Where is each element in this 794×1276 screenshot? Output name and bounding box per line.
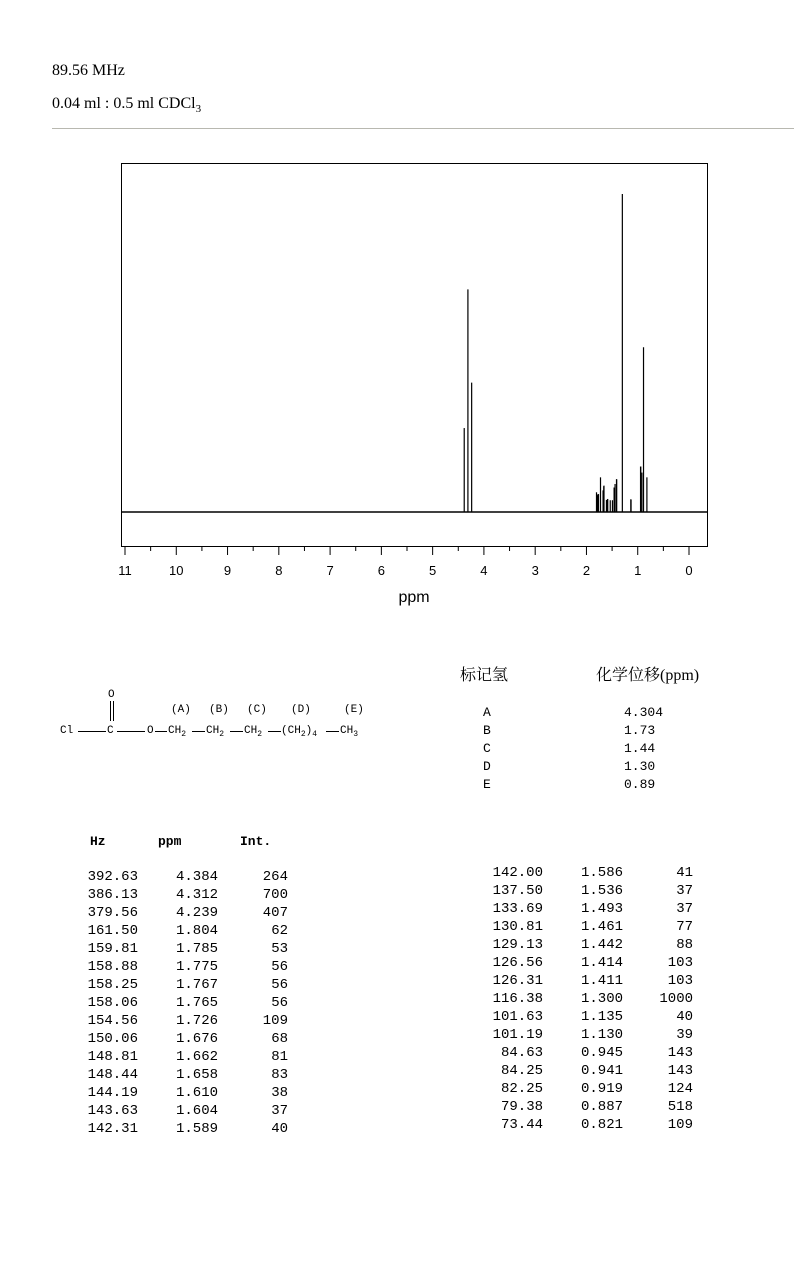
peak-ppm: 0.919 xyxy=(580,1081,623,1097)
peak-hz: 142.31 xyxy=(87,1121,138,1137)
bond-o-ch2 xyxy=(155,731,167,732)
peak-int: 68 xyxy=(271,1031,288,1047)
peak-hz: 143.63 xyxy=(87,1103,138,1119)
ch3-e xyxy=(340,725,358,739)
label-d: (D) xyxy=(291,704,311,716)
assignment-shift: 4.304 xyxy=(624,705,664,720)
peak-int: 143 xyxy=(667,1045,693,1061)
ch3-e-ch: CH xyxy=(340,725,354,737)
ch2-c xyxy=(244,725,262,739)
peak-int: 53 xyxy=(271,941,288,957)
peak-hz: 84.63 xyxy=(500,1045,543,1061)
x-axis-tick-labels xyxy=(118,563,692,578)
peak-int: 37 xyxy=(271,1103,288,1119)
assignment-label: D xyxy=(483,759,491,774)
peak-int: 37 xyxy=(676,883,693,899)
peak-ppm: 1.130 xyxy=(580,1027,623,1043)
peak-ppm: 1.804 xyxy=(175,923,218,939)
peak-ppm: 1.135 xyxy=(580,1009,623,1025)
peak-ppm: 1.676 xyxy=(175,1031,218,1047)
ch2-d-close: ) xyxy=(305,725,313,737)
peak-hz: 126.31 xyxy=(492,973,543,989)
bond-d-e xyxy=(326,731,339,732)
nmr-spectrum-chart xyxy=(0,0,794,620)
peak-hz: 142.00 xyxy=(492,865,543,881)
x-tick-label: 2 xyxy=(582,563,591,578)
peak-int: 81 xyxy=(271,1049,288,1065)
x-tick-label: 9 xyxy=(223,563,232,578)
peak-hz: 159.81 xyxy=(87,941,138,957)
peak-ppm: 4.384 xyxy=(175,869,218,885)
peak-ppm: 1.610 xyxy=(175,1085,218,1101)
x-tick-label: 1 xyxy=(634,563,642,578)
peak-hz: 101.63 xyxy=(492,1009,543,1025)
peak-ppm: 1.586 xyxy=(580,865,623,881)
assignment-label: A xyxy=(483,705,491,720)
x-tick-label: 0 xyxy=(685,563,693,578)
peak-int: 264 xyxy=(262,869,288,885)
bond-c-d xyxy=(268,731,281,732)
peak-int: 56 xyxy=(271,959,288,975)
assignment-shift: 1.44 xyxy=(624,741,656,756)
peak-ppm: 1.662 xyxy=(175,1049,218,1065)
peak-int: 103 xyxy=(667,955,693,971)
assignment-shift: 0.89 xyxy=(624,777,656,792)
peak-int: 83 xyxy=(271,1067,288,1083)
ch2-d-count: 4 xyxy=(312,730,318,740)
peak-hz: 129.13 xyxy=(492,937,543,953)
peak-ppm: 1.414 xyxy=(580,955,623,971)
peak-ppm: 1.604 xyxy=(175,1103,218,1119)
peak-hz: 133.69 xyxy=(492,901,543,917)
peak-int: 1000 xyxy=(659,991,693,1007)
peak-ppm: 1.726 xyxy=(175,1013,218,1029)
peak-hz: 84.25 xyxy=(500,1063,543,1079)
peak-int: 62 xyxy=(271,923,288,939)
x-tick-label: 3 xyxy=(531,563,539,578)
peak-ppm: 1.785 xyxy=(175,941,218,957)
peak-ppm: 1.461 xyxy=(580,919,623,935)
bond-c-o xyxy=(117,731,145,732)
assignment-header-shift: 化学位移(ppm) xyxy=(596,667,700,684)
peak-hz: 79.38 xyxy=(500,1099,543,1115)
peak-int: 88 xyxy=(676,937,693,953)
peak-int: 37 xyxy=(676,901,693,917)
ch2-d-ch: (CH xyxy=(281,725,301,737)
label-e: (E) xyxy=(344,704,364,716)
ch2-c-ch: CH xyxy=(244,725,258,737)
peak-int: 407 xyxy=(262,905,288,921)
peak-hz: 150.06 xyxy=(87,1031,138,1047)
peak-ppm: 0.945 xyxy=(580,1045,623,1061)
sample-text: 0.04 ml : 0.5 ml CDCl xyxy=(52,95,196,112)
peak-ppm: 1.300 xyxy=(580,991,623,1007)
x-tick-label: 4 xyxy=(480,563,488,578)
peak-hz: 116.38 xyxy=(492,991,543,1007)
peak-ppm: 0.821 xyxy=(580,1117,623,1133)
peak-int: 40 xyxy=(676,1009,693,1025)
peak-hz: 148.44 xyxy=(87,1067,138,1083)
x-axis-ticks xyxy=(125,547,689,555)
peak-ppm: 1.767 xyxy=(175,977,218,993)
peak-int: 41 xyxy=(676,865,693,881)
x-tick-label: 5 xyxy=(429,563,437,578)
peak-int: 109 xyxy=(262,1013,288,1029)
peak-int: 56 xyxy=(271,995,288,1011)
ch2-b xyxy=(206,725,224,739)
peak-ppm: 1.411 xyxy=(580,973,623,989)
peak-ppm: 1.765 xyxy=(175,995,218,1011)
peak-int: 109 xyxy=(667,1117,693,1133)
bond-b-c xyxy=(230,731,243,732)
ch3-e-sub: 3 xyxy=(353,730,359,740)
peak-ppm: 1.442 xyxy=(580,937,623,953)
peak-hz: 158.88 xyxy=(87,959,138,975)
peak-int: 77 xyxy=(676,919,693,935)
ch2-a-sub: 2 xyxy=(181,730,187,740)
peak-int: 700 xyxy=(262,887,288,903)
double-bond-line-1 xyxy=(110,701,112,721)
peak-hz: 154.56 xyxy=(87,1013,138,1029)
ch2-a xyxy=(168,725,186,739)
bond-cl-c xyxy=(78,731,106,732)
label-a: (A) xyxy=(171,704,191,716)
peak-ppm: 0.941 xyxy=(580,1063,623,1079)
peak-int: 124 xyxy=(667,1081,693,1097)
ester-oxygen: O xyxy=(147,725,154,737)
bond-a-b xyxy=(192,731,205,732)
x-tick-label: 10 xyxy=(169,563,184,578)
peak-ppm: 1.589 xyxy=(175,1121,218,1137)
peak-hz: 161.50 xyxy=(87,923,138,939)
carbonyl-carbon: C xyxy=(107,725,114,737)
ch2-d-sub: 2 xyxy=(300,730,306,740)
ch2-b-ch: CH xyxy=(206,725,220,737)
ch2-d-repeat xyxy=(281,725,317,739)
chlorine-atom: Cl xyxy=(60,725,74,737)
assignment-shift: 1.30 xyxy=(624,759,656,774)
peak-hz: 148.81 xyxy=(87,1049,138,1065)
ch2-a-ch: CH xyxy=(168,725,182,737)
ch2-c-sub: 2 xyxy=(257,730,263,740)
col-header-ppm: ppm xyxy=(158,834,182,849)
peak-hz: 392.63 xyxy=(87,869,138,885)
peak-hz: 126.56 xyxy=(492,955,543,971)
peak-hz: 101.19 xyxy=(492,1027,543,1043)
x-tick-label: 6 xyxy=(377,563,385,578)
peak-hz: 379.56 xyxy=(87,905,138,921)
peak-ppm: 1.493 xyxy=(580,901,623,917)
col-header-hz: Hz xyxy=(90,834,106,849)
peak-int: 38 xyxy=(271,1085,288,1101)
assignment-label: E xyxy=(483,777,491,792)
x-tick-label: 7 xyxy=(326,563,334,578)
peak-hz: 386.13 xyxy=(87,887,138,903)
peak-int: 56 xyxy=(271,977,288,993)
peak-int: 103 xyxy=(667,973,693,989)
peak-ppm: 1.658 xyxy=(175,1067,218,1083)
assignment-label: B xyxy=(483,723,491,738)
ch2-b-sub: 2 xyxy=(219,730,225,740)
peak-int: 39 xyxy=(676,1027,693,1043)
label-c: (C) xyxy=(247,704,267,716)
spectrometer-frequency: 89.56 MHz xyxy=(52,62,125,79)
col-header-int: Int. xyxy=(240,834,272,849)
peak-hz: 130.81 xyxy=(492,919,543,935)
peak-int: 40 xyxy=(271,1121,288,1137)
peak-ppm: 0.887 xyxy=(580,1099,623,1115)
peak-ppm: 4.312 xyxy=(175,887,218,903)
peak-hz: 158.25 xyxy=(87,977,138,993)
carbonyl-oxygen: O xyxy=(108,689,115,701)
peak-ppm: 4.239 xyxy=(175,905,218,921)
peak-int: 143 xyxy=(667,1063,693,1079)
peak-hz: 144.19 xyxy=(87,1085,138,1101)
x-tick-label: 11 xyxy=(118,563,132,578)
assignment-label: C xyxy=(483,741,491,756)
assignment-shift: 1.73 xyxy=(624,723,656,738)
sample-subscript: 3 xyxy=(195,103,202,115)
peak-hz: 158.06 xyxy=(87,995,138,1011)
peak-hz: 73.44 xyxy=(500,1117,543,1133)
peak-int: 518 xyxy=(667,1099,693,1115)
peak-ppm: 1.775 xyxy=(175,959,218,975)
peak-ppm: 1.536 xyxy=(580,883,623,899)
plot-frame xyxy=(122,164,708,547)
x-axis-label: ppm xyxy=(398,589,430,606)
peak-hz: 82.25 xyxy=(500,1081,543,1097)
label-b: (B) xyxy=(209,704,229,716)
double-bond-line-2 xyxy=(113,701,115,721)
spectrum-peaks xyxy=(464,194,647,512)
peak-hz: 137.50 xyxy=(492,883,543,899)
x-tick-label: 8 xyxy=(275,563,283,578)
assignment-header-hydrogen: 标记氢 xyxy=(460,667,509,684)
